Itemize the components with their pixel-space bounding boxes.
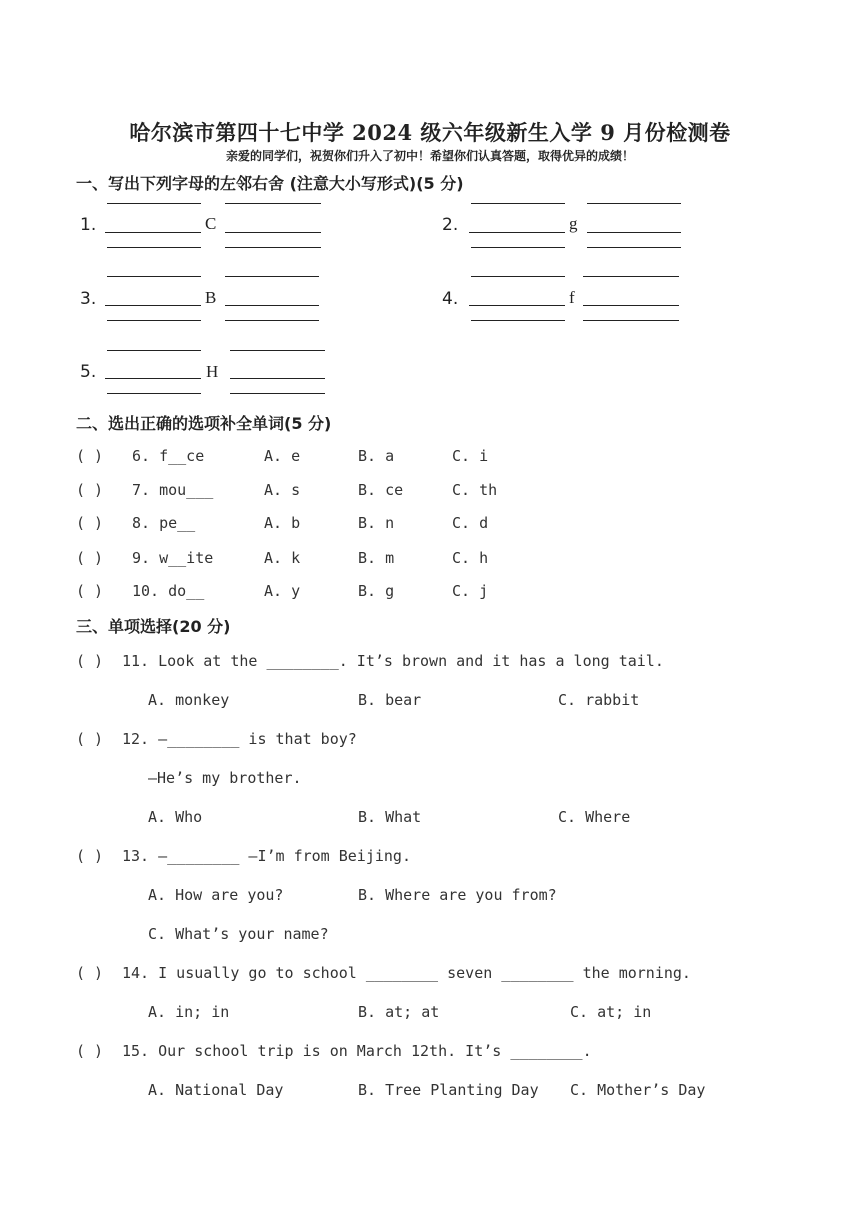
answer-line	[471, 320, 565, 321]
answer-line	[230, 378, 325, 379]
question-text: 9. w__ite	[132, 549, 214, 567]
answer-line	[225, 247, 321, 248]
question-text: 8. pe__	[132, 514, 196, 532]
page-title: 哈尔滨市第四十七中学 2024 级六年级新生入学 9 月份检测卷	[129, 120, 731, 145]
question-text: 6. f__ce	[132, 447, 205, 465]
answer-line	[471, 276, 565, 277]
answer-line	[105, 232, 201, 233]
option-c: C. What’s your name?	[148, 925, 329, 943]
question-text: 13. —________ —I’m from Beijing.	[122, 847, 411, 865]
option-c: C. th	[452, 481, 498, 499]
question-text: 10. do__	[132, 582, 205, 600]
question-text: 11. Look at the ________. It’s brown and it has a long tail.	[122, 652, 664, 670]
item-number: 1.	[80, 215, 97, 235]
section-3-heading: 三、单项选择(20 分)	[76, 617, 231, 636]
option-a: A. b	[264, 514, 301, 532]
answer-line	[587, 247, 681, 248]
answer-line	[107, 276, 201, 277]
option-c: C. Mother’s Day	[570, 1081, 706, 1099]
answer-line	[107, 320, 201, 321]
answer-parenthesis: ( )	[76, 549, 104, 567]
section-1-heading: 一、写出下列字母的左邻右舍 (注意大小写形式)(5 分)	[76, 174, 464, 193]
answer-line	[105, 378, 201, 379]
answer-line	[471, 203, 565, 204]
answer-line	[225, 203, 321, 204]
option-b: B. Tree Planting Day	[358, 1081, 539, 1099]
question-text: 14. I usually go to school ________ seven ________ the morning.	[122, 964, 691, 982]
option-b: B. m	[358, 549, 395, 567]
option-a: A. How are you?	[148, 886, 284, 904]
given-letter: C	[205, 214, 217, 233]
option-b: B. a	[358, 447, 395, 465]
option-c: C. j	[452, 582, 489, 600]
answer-line	[107, 350, 201, 351]
answer-parenthesis: ( )	[76, 582, 104, 600]
answer-line	[230, 350, 325, 351]
answer-line	[469, 232, 565, 233]
given-letter: H	[206, 362, 219, 381]
option-c: C. i	[452, 447, 489, 465]
item-number: 4.	[442, 289, 459, 309]
option-c: C. d	[452, 514, 489, 532]
given-letter: f	[569, 288, 575, 307]
option-a: A. k	[264, 549, 301, 567]
option-a: A. e	[264, 447, 301, 465]
option-c: C. Where	[558, 808, 631, 826]
answer-line	[587, 203, 681, 204]
option-a: A. National Day	[148, 1081, 284, 1099]
option-c: C. at; in	[570, 1003, 652, 1021]
answer-line	[107, 247, 201, 248]
answer-line	[225, 232, 321, 233]
item-number: 5.	[80, 362, 97, 382]
section-2-heading: 二、选出正确的选项补全单词(5 分)	[76, 414, 332, 433]
answer-parenthesis: ( )	[76, 964, 104, 982]
answer-line	[225, 320, 319, 321]
answer-line	[583, 320, 679, 321]
answer-line	[583, 305, 679, 306]
answer-parenthesis: ( )	[76, 481, 104, 499]
answer-line	[225, 305, 319, 306]
given-letter: B	[205, 288, 217, 307]
option-b: B. n	[358, 514, 395, 532]
option-b: B. at; at	[358, 1003, 440, 1021]
answer-line	[225, 276, 319, 277]
answer-line	[230, 393, 325, 394]
question-text: 12. —________ is that boy?	[122, 730, 357, 748]
answer-parenthesis: ( )	[76, 514, 104, 532]
answer-line	[587, 232, 681, 233]
answer-line	[471, 247, 565, 248]
answer-line	[583, 276, 679, 277]
answer-parenthesis: ( )	[76, 1042, 104, 1060]
option-a: A. y	[264, 582, 301, 600]
answer-line	[107, 393, 201, 394]
answer-line	[469, 305, 565, 306]
question-text: 15. Our school trip is on March 12th. It’s ________.	[122, 1042, 592, 1060]
answer-line	[105, 305, 201, 306]
option-a: A. s	[264, 481, 301, 499]
option-b: B. ce	[358, 481, 404, 499]
option-b: B. g	[358, 582, 395, 600]
option-c: C. h	[452, 549, 489, 567]
answer-line	[107, 203, 201, 204]
greeting-text: 亲爱的同学们，祝贺你们升入了初中！希望你们认真答题，取得优异的成绩！	[225, 149, 634, 163]
option-b: B. What	[358, 808, 422, 826]
option-c: C. rabbit	[558, 691, 640, 709]
option-a: A. monkey	[148, 691, 230, 709]
question-text: 7. mou___	[132, 481, 214, 499]
option-a: A. Who	[148, 808, 203, 826]
given-letter: g	[569, 214, 578, 233]
option-a: A. in; in	[148, 1003, 230, 1021]
answer-parenthesis: ( )	[76, 447, 104, 465]
dialogue-reply: —He’s my brother.	[148, 769, 302, 787]
answer-parenthesis: ( )	[76, 847, 104, 865]
item-number: 3.	[80, 289, 97, 309]
item-number: 2.	[442, 215, 459, 235]
answer-parenthesis: ( )	[76, 652, 104, 670]
option-b: B. Where are you from?	[358, 886, 557, 904]
option-b: B. bear	[358, 691, 422, 709]
answer-parenthesis: ( )	[76, 730, 104, 748]
